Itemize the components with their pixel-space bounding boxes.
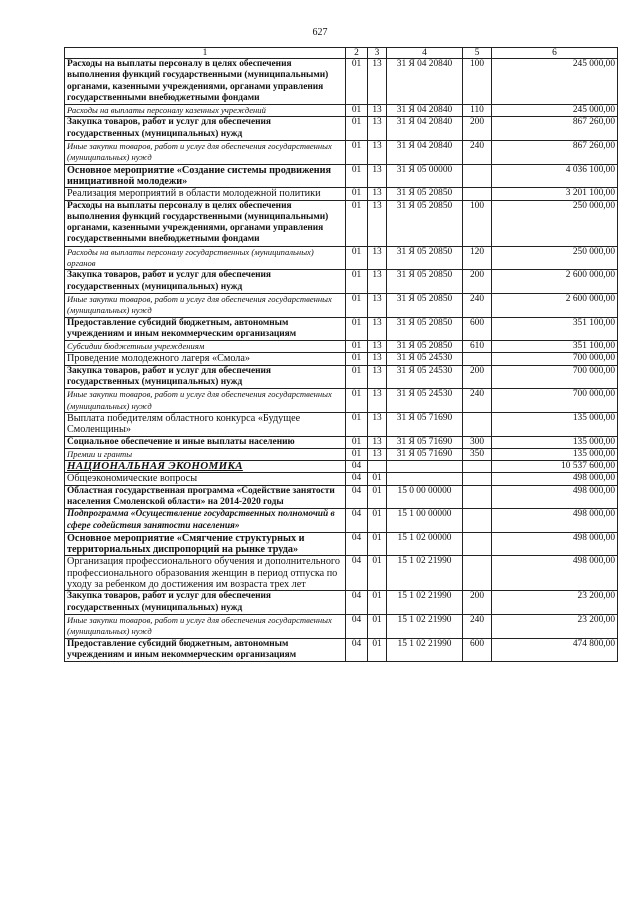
cell-amount: 23 200,00 [492,614,618,638]
cell-name: Закупка товаров, работ и услуг для обеспечения государственных (муниципальных) нужд [65,591,346,615]
table-row [65,164,618,188]
cell-section: 01 [346,353,368,365]
cell-expense-type: 240 [463,389,492,413]
cell-name: Закупка товаров, работ и услуг для обеспечения государственных (муниципальных) нужд [65,270,346,294]
cell-section: 04 [346,485,368,509]
column-header: 5 [463,48,492,59]
table-row [65,556,618,591]
cell-expense-type: 600 [463,638,492,662]
cell-subsection: 13 [368,164,387,188]
cell-expense-type: 200 [463,117,492,141]
cell-target-code: 31 Я 04 20840 [387,141,463,165]
cell-subsection: 01 [368,638,387,662]
table-header-row [65,48,618,59]
cell-expense-type [463,188,492,200]
cell-target-code: 15 1 02 21990 [387,556,463,591]
cell-amount: 867 260,00 [492,141,618,165]
cell-amount: 867 260,00 [492,117,618,141]
cell-name: Расходы на выплаты персоналу государственных (муниципальных) органов [65,246,346,270]
cell-target-code: 31 Я 04 20840 [387,59,463,105]
table-row [65,485,618,509]
cell-target-code: 31 Я 05 20850 [387,317,463,341]
cell-subsection: 13 [368,448,387,460]
cell-name: Расходы на выплаты персоналу казенных учреждений [65,105,346,117]
cell-subsection: 13 [368,141,387,165]
table-row [65,200,618,246]
cell-section: 01 [346,448,368,460]
cell-expense-type: 200 [463,365,492,389]
table-row [65,591,618,615]
cell-target-code: 31 Я 05 20850 [387,341,463,353]
cell-section: 01 [346,200,368,246]
cell-name: Основное мероприятие «Создание системы продвижения инициативной молодежи» [65,164,346,188]
cell-amount: 135 000,00 [492,436,618,448]
table-body [65,59,618,662]
cell-expense-type: 200 [463,270,492,294]
cell-amount: 250 000,00 [492,246,618,270]
cell-amount: 2 600 000,00 [492,293,618,317]
cell-expense-type: 120 [463,246,492,270]
cell-amount: 498 000,00 [492,473,618,485]
cell-subsection: 13 [368,105,387,117]
cell-expense-type: 300 [463,436,492,448]
cell-target-code: 31 Я 04 20840 [387,117,463,141]
cell-expense-type [463,164,492,188]
cell-name: Расходы на выплаты персоналу в целях обеспечения выполнения функций государственными (муниципальными) органами, казенными учреждениями, органами управления государственными внебюджетными фондами [65,200,346,246]
cell-target-code [387,473,463,485]
table-row [65,412,618,436]
cell-name: Областная государственная программа «Содействие занятости населения Смоленской области» на 2014-2020 годы [65,485,346,509]
cell-section: 04 [346,591,368,615]
table-row [65,317,618,341]
cell-target-code: 15 1 02 21990 [387,638,463,662]
table-row [65,473,618,485]
cell-subsection: 13 [368,293,387,317]
cell-expense-type: 100 [463,59,492,105]
cell-subsection: 01 [368,473,387,485]
cell-expense-type: 110 [463,105,492,117]
cell-amount: 135 000,00 [492,412,618,436]
cell-name: Общеэкономические вопросы [65,473,346,485]
cell-target-code: 31 Я 05 71690 [387,436,463,448]
table-row [65,353,618,365]
cell-amount: 700 000,00 [492,389,618,413]
column-header: 6 [492,48,618,59]
column-header: 3 [368,48,387,59]
table-row [65,141,618,165]
table-row [65,293,618,317]
cell-section: 01 [346,246,368,270]
table-row [65,436,618,448]
cell-subsection: 13 [368,200,387,246]
cell-section: 01 [346,188,368,200]
cell-expense-type [463,556,492,591]
cell-expense-type [463,509,492,533]
cell-section: 01 [346,365,368,389]
cell-name: Проведение молодежного лагеря «Смола» [65,353,346,365]
cell-expense-type: 600 [463,317,492,341]
cell-expense-type [463,412,492,436]
table-row [65,246,618,270]
cell-expense-type: 240 [463,141,492,165]
cell-name: Премии и гранты [65,448,346,460]
cell-name: Иные закупки товаров, работ и услуг для обеспечения государственных (муниципальных) нужд [65,293,346,317]
cell-expense-type [463,485,492,509]
table-row [65,59,618,105]
cell-name: Субсидии бюджетным учреждениям [65,341,346,353]
cell-amount: 351 100,00 [492,341,618,353]
cell-section: 01 [346,141,368,165]
cell-expense-type: 240 [463,614,492,638]
cell-expense-type [463,461,492,473]
page-number: 627 [312,27,328,38]
cell-subsection: 13 [368,188,387,200]
cell-section: 04 [346,509,368,533]
cell-section: 01 [346,389,368,413]
table-row [65,614,618,638]
cell-target-code: 15 1 02 21990 [387,614,463,638]
cell-target-code [387,461,463,473]
cell-name: Основное мероприятие «Смягчение структурных и территориальных диспропорций на рынке труда» [65,532,346,556]
cell-expense-type [463,353,492,365]
cell-subsection: 13 [368,246,387,270]
cell-expense-type [463,532,492,556]
cell-amount: 3 201 100,00 [492,188,618,200]
cell-subsection: 01 [368,591,387,615]
cell-name: Предоставление субсидий бюджетным, автономным учреждениям и иным некоммерческим организациям [65,638,346,662]
table-row [65,509,618,533]
cell-amount: 498 000,00 [492,532,618,556]
column-header: 4 [387,48,463,59]
cell-section: 01 [346,293,368,317]
cell-section: 01 [346,59,368,105]
cell-expense-type: 100 [463,200,492,246]
table-row [65,448,618,460]
column-header: 1 [65,48,346,59]
cell-expense-type [463,473,492,485]
table-row [65,117,618,141]
cell-name: Иные закупки товаров, работ и услуг для обеспечения государственных (муниципальных) нужд [65,141,346,165]
cell-amount: 245 000,00 [492,105,618,117]
cell-target-code: 31 Я 05 20850 [387,293,463,317]
cell-subsection: 13 [368,317,387,341]
cell-name: НАЦИОНАЛЬНАЯ ЭКОНОМИКА [65,461,346,473]
cell-target-code: 31 Я 05 71690 [387,412,463,436]
cell-target-code: 31 Я 05 00000 [387,164,463,188]
cell-amount: 23 200,00 [492,591,618,615]
cell-name: Выплата победителям областного конкурса «Будущее Смоленщины» [65,412,346,436]
cell-expense-type: 350 [463,448,492,460]
cell-subsection: 13 [368,389,387,413]
cell-amount: 498 000,00 [492,556,618,591]
cell-name: Реализация мероприятий в области молодежной политики [65,188,346,200]
cell-amount: 498 000,00 [492,509,618,533]
cell-target-code: 15 1 02 21990 [387,591,463,615]
cell-target-code: 31 Я 05 20850 [387,188,463,200]
cell-amount: 245 000,00 [492,59,618,105]
cell-subsection: 01 [368,509,387,533]
cell-name: Предоставление субсидий бюджетным, автономным учреждениям и иным некоммерческим организациям [65,317,346,341]
cell-section: 04 [346,638,368,662]
cell-target-code: 31 Я 05 20850 [387,270,463,294]
table-row [65,270,618,294]
cell-subsection: 13 [368,353,387,365]
cell-amount: 498 000,00 [492,485,618,509]
table-row [65,532,618,556]
table-row [65,105,618,117]
cell-target-code: 31 Я 05 20850 [387,246,463,270]
cell-section: 01 [346,164,368,188]
cell-target-code: 15 1 02 00000 [387,532,463,556]
table-row [65,389,618,413]
cell-section: 04 [346,461,368,473]
cell-amount: 474 800,00 [492,638,618,662]
table-row [65,341,618,353]
cell-amount: 700 000,00 [492,365,618,389]
cell-target-code: 31 Я 04 20840 [387,105,463,117]
table-row [65,188,618,200]
table-row [65,461,618,473]
cell-subsection: 13 [368,59,387,105]
cell-section: 01 [346,341,368,353]
cell-name: Закупка товаров, работ и услуг для обеспечения государственных (муниципальных) нужд [65,365,346,389]
cell-target-code: 15 0 00 00000 [387,485,463,509]
cell-amount: 351 100,00 [492,317,618,341]
budget-table [64,47,618,662]
cell-target-code: 31 Я 05 24530 [387,365,463,389]
cell-subsection: 13 [368,365,387,389]
cell-amount: 4 036 100,00 [492,164,618,188]
cell-section: 01 [346,317,368,341]
cell-name: Подпрограмма «Осуществление государственных полномочий в сфере содействия занятости населения» [65,509,346,533]
table-row [65,365,618,389]
cell-section: 04 [346,614,368,638]
cell-subsection: 01 [368,485,387,509]
column-header: 2 [346,48,368,59]
cell-target-code: 31 Я 05 24530 [387,389,463,413]
cell-subsection: 01 [368,614,387,638]
cell-target-code: 31 Я 05 24530 [387,353,463,365]
cell-expense-type: 200 [463,591,492,615]
cell-subsection: 13 [368,117,387,141]
cell-name: Закупка товаров, работ и услуг для обеспечения государственных (муниципальных) нужд [65,117,346,141]
cell-section: 01 [346,436,368,448]
cell-target-code: 31 Я 05 20850 [387,200,463,246]
cell-name: Иные закупки товаров, работ и услуг для обеспечения государственных (муниципальных) нужд [65,614,346,638]
cell-section: 01 [346,105,368,117]
cell-name: Социальное обеспечение и иные выплаты населению [65,436,346,448]
cell-amount: 2 600 000,00 [492,270,618,294]
cell-target-code: 31 Я 05 71690 [387,448,463,460]
cell-section: 01 [346,117,368,141]
cell-subsection: 13 [368,412,387,436]
cell-section: 04 [346,532,368,556]
cell-amount: 10 537 600,00 [492,461,618,473]
cell-section: 01 [346,270,368,294]
cell-amount: 135 000,00 [492,448,618,460]
cell-section: 04 [346,473,368,485]
cell-section: 04 [346,556,368,591]
cell-amount: 250 000,00 [492,200,618,246]
cell-subsection: 13 [368,270,387,294]
cell-expense-type: 240 [463,293,492,317]
cell-amount: 700 000,00 [492,353,618,365]
cell-name: Организация профессионального обучения и дополнительного профессионального образования женщин в период отпуска по уходу за ребенком до достижения им возраста трех лет [65,556,346,591]
cell-subsection: 01 [368,556,387,591]
cell-expense-type: 610 [463,341,492,353]
cell-subsection: 13 [368,436,387,448]
cell-name: Расходы на выплаты персоналу в целях обеспечения выполнения функций государственными (муниципальными) органами, казенными учреждениями, органами управления государственными внебюджетными фондами [65,59,346,105]
cell-section: 01 [346,412,368,436]
cell-target-code: 15 1 00 00000 [387,509,463,533]
table-row [65,638,618,662]
cell-subsection [368,461,387,473]
cell-subsection: 13 [368,341,387,353]
cell-subsection: 01 [368,532,387,556]
cell-name: Иные закупки товаров, работ и услуг для обеспечения государственных (муниципальных) нужд [65,389,346,413]
